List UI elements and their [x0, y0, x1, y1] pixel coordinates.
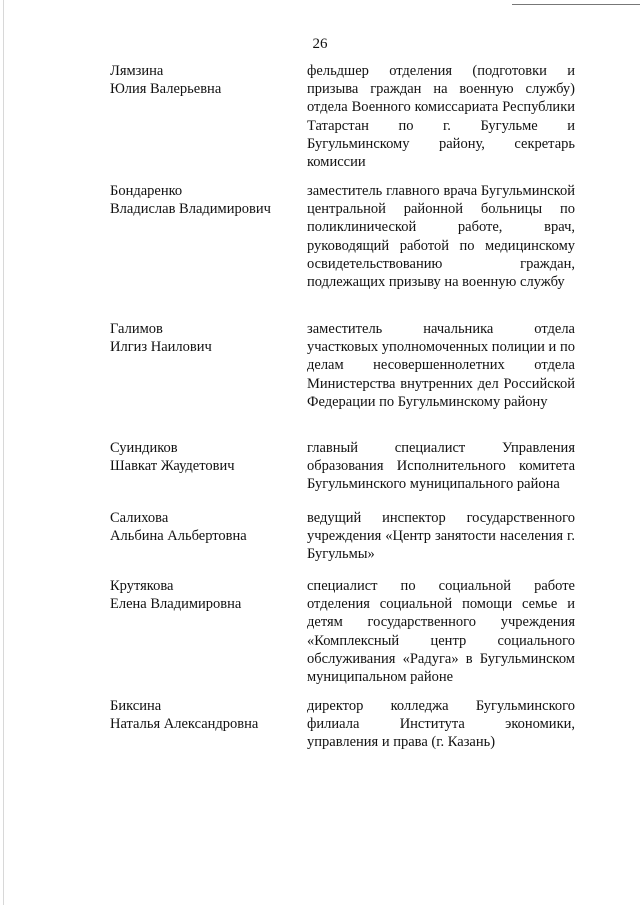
- member-name: [110, 697, 300, 733]
- member-surname: Лямзина: [110, 63, 164, 79]
- top-rule: [512, 4, 640, 5]
- member-position: фельдшер отделения (подготовки и призыва граждан на военную службу) отдела Военного комиссариата Республики Татарстан по г. Бугульме и Бугульминскому району, секретарь комиссии: [307, 63, 575, 171]
- member-surname: Биксина: [110, 698, 162, 714]
- member-name: [110, 182, 300, 218]
- member-name: [110, 577, 300, 613]
- member-given-names: Наталья Александровна: [110, 716, 259, 733]
- member-given-names: Юлия Валерьевна: [110, 81, 222, 98]
- page-edge-shadow: [3, 0, 4, 905]
- member-given-names: Илгиз Наилович: [110, 339, 212, 356]
- member-name: [110, 62, 300, 98]
- member-position: заместитель главного врача Бугульминской центральной районной больницы по поликлинической работе, врач, руководящий работой по медицинскому освидетельствованию граждан, подлежащих призыву на военную службу: [307, 183, 575, 291]
- member-position: главный специалист Управления образования Исполнительного комитета Бугульминского муниципального района: [307, 440, 575, 493]
- member-position: ведущий инспектор государственного учреждения «Центр занятости населения г. Бугульмы»: [307, 510, 575, 563]
- member-surname: Суиндиков: [110, 440, 178, 456]
- member-given-names: Альбина Альбертовна: [110, 528, 247, 545]
- member-surname: Галимов: [110, 321, 163, 337]
- page-number: 26: [312, 36, 328, 52]
- member-surname: Крутякова: [110, 578, 174, 594]
- member-name: [110, 439, 300, 475]
- member-given-names: Шавкат Жаудетович: [110, 458, 235, 475]
- member-surname: Бондаренко: [110, 183, 183, 199]
- member-surname: Салихова: [110, 510, 169, 526]
- member-given-names: Елена Владимировна: [110, 596, 242, 613]
- member-name: [110, 509, 300, 545]
- member-position: директор колледжа Бугульминского филиала Института экономики, управления и права (г. Казань): [307, 698, 575, 751]
- member-position: заместитель начальника отдела участковых уполномоченных полиции и по делам несовершеннолетних отдела Министерства внутренних дел Российской Федерации по Бугульминскому району: [307, 321, 575, 410]
- member-name: [110, 320, 300, 356]
- member-given-names: Владислав Владимирович: [110, 201, 271, 218]
- member-position: специалист по социальной работе отделения социальной помощи семье и детям государственного учреждения «Комплексный центр социального обслуживания «Радуга» в Бугульминском муниципальном районе: [307, 578, 575, 686]
